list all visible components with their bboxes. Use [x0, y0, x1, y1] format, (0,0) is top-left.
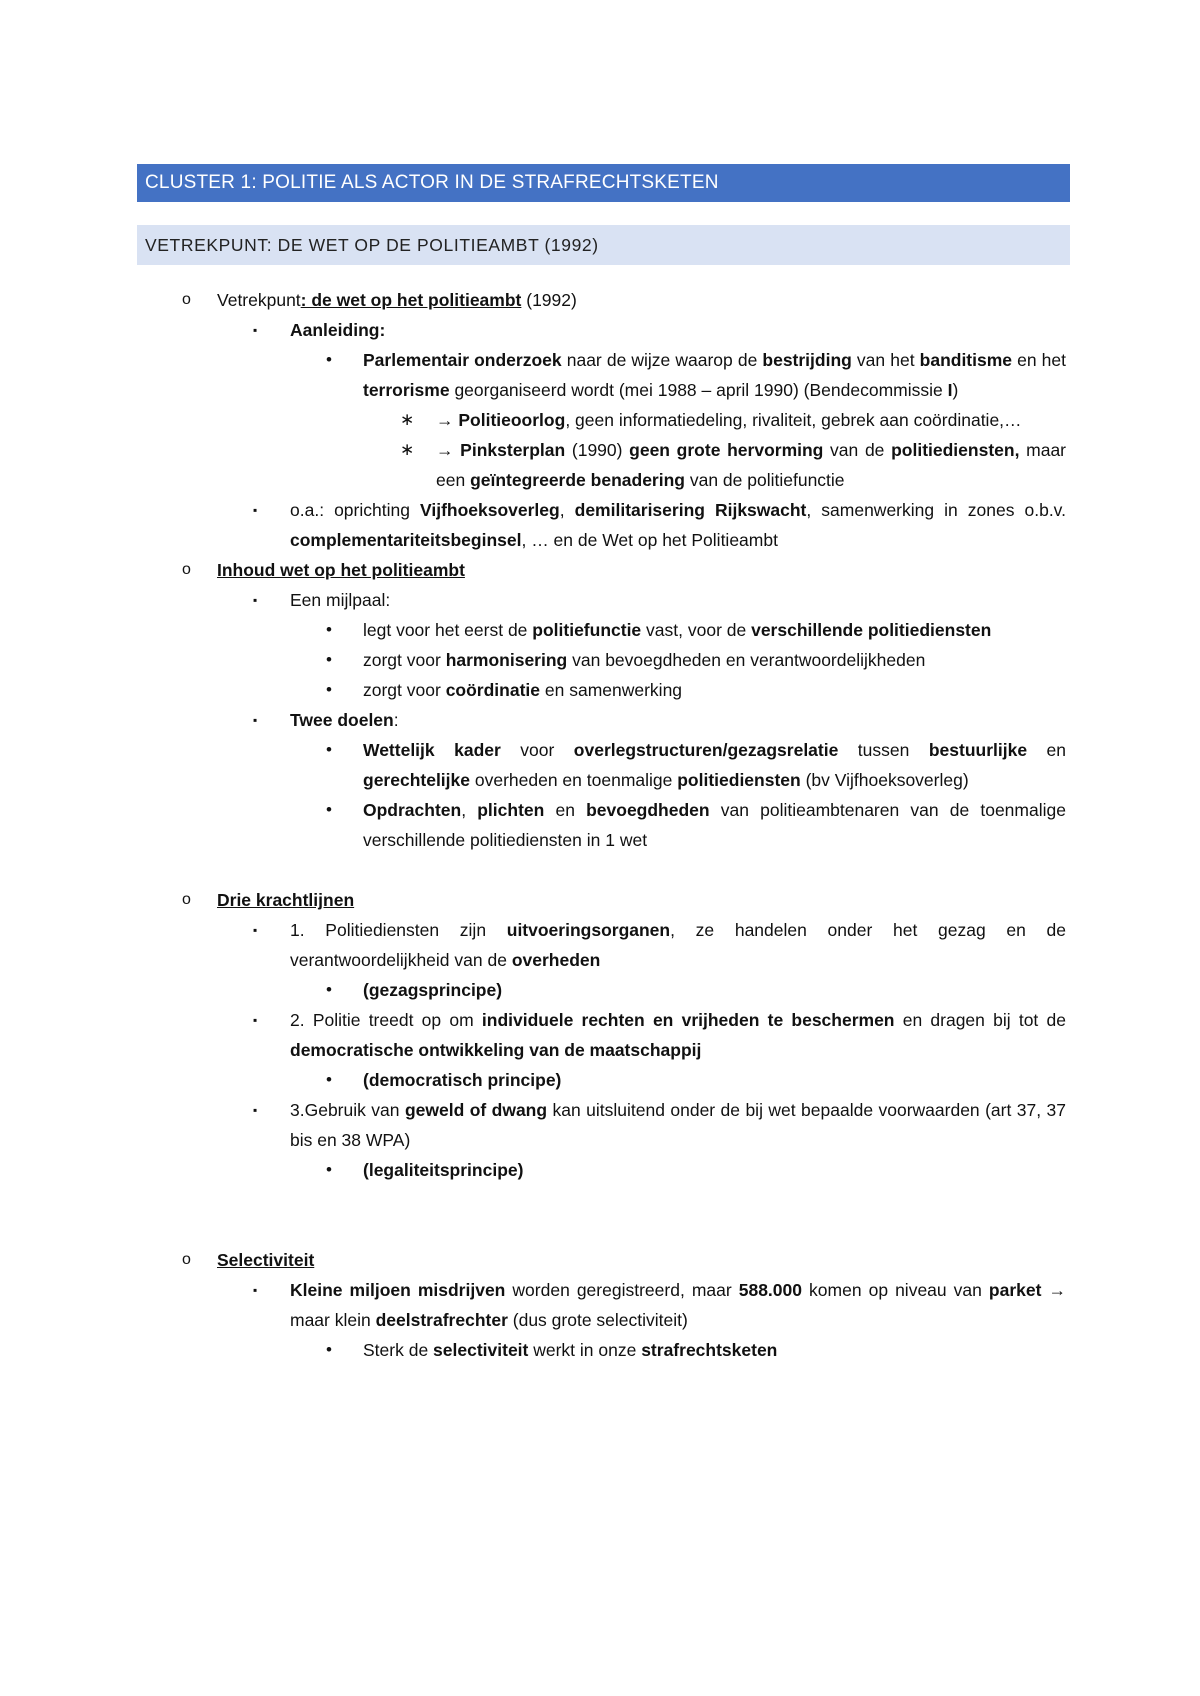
- text: :: [393, 710, 399, 730]
- text-bold: overlegstructuren/gezagsrelatie: [573, 740, 839, 760]
- text-bold: : de wet op het politieambt: [300, 290, 522, 310]
- round-bullet-icon: •: [326, 1340, 332, 1359]
- round-bullet-icon: •: [326, 740, 332, 759]
- text-bold: verschillende politiediensten: [751, 620, 992, 640]
- list-item-wettelijk-kader: [0, 735, 1200, 795]
- circle-bullet-icon: o: [182, 561, 191, 578]
- round-bullet-icon: •: [326, 1070, 332, 1089]
- circle-bullet-icon: o: [182, 1251, 191, 1268]
- list-item-inhoud: [0, 555, 1200, 585]
- text: , ze handelen onder het gezag en de verantwoordelijkheid van de: [290, 920, 1066, 970]
- text: komen op niveau van: [802, 1280, 989, 1300]
- text: zorgt voor: [363, 680, 446, 700]
- text-bold: I: [947, 380, 953, 400]
- round-bullet-icon: •: [326, 1160, 332, 1179]
- list-item-drie-krachtlijnen: [0, 885, 1200, 915]
- text-bold: overheden: [511, 950, 601, 970]
- text: , samenwerking in zones o.b.v.: [806, 500, 1066, 520]
- text: zorgt voor: [363, 650, 446, 670]
- text-bold: harmonisering: [445, 650, 568, 670]
- text-bold: plichten: [477, 800, 545, 820]
- spacer: [0, 1185, 1200, 1245]
- text-bold: (democratisch principe): [363, 1070, 562, 1090]
- text: en: [544, 800, 587, 820]
- text-bold: coördinatie: [445, 680, 541, 700]
- list-item-democratisch-principe: [0, 1065, 1200, 1095]
- text: werkt in onze: [528, 1340, 642, 1360]
- text: ,: [461, 800, 478, 820]
- list-item-aanleiding: [0, 315, 1200, 345]
- section-title: Selectiviteit: [217, 1250, 315, 1270]
- text: legt voor het eerst de: [363, 620, 533, 640]
- square-bullet-icon: ▪: [253, 923, 258, 937]
- list-item-selectiviteit: [0, 1245, 1200, 1275]
- round-bullet-icon: •: [326, 350, 332, 369]
- text-bold: banditisme: [919, 350, 1013, 370]
- text: , geen informatiedeling, rivaliteit, gebrek aan coördinatie,…: [565, 410, 1022, 430]
- text-bold: Vijfhoeksoverleg: [419, 500, 560, 520]
- text: (bv Vijfhoeksoverleg): [800, 770, 969, 790]
- text-bold: bestrijding: [762, 350, 852, 370]
- text: (dus grote selectiviteit): [507, 1310, 688, 1330]
- text: tussen: [838, 740, 929, 760]
- text: 3.Gebruik van: [290, 1100, 405, 1120]
- list-item-legaliteitsprincipe: [0, 1155, 1200, 1185]
- text-bold: (gezagsprincipe): [363, 980, 503, 1000]
- text: en: [1027, 740, 1067, 760]
- list-item-politieoorlog: [0, 405, 1200, 435]
- square-bullet-icon: ▪: [253, 1013, 258, 1027]
- text-bold: gerechtelijke: [363, 770, 470, 790]
- text-bold: Twee doelen: [290, 710, 394, 730]
- round-bullet-icon: •: [326, 650, 332, 669]
- list-item-mijlpaal: [0, 585, 1200, 615]
- spacer: [0, 855, 1200, 885]
- text: georganiseerd wordt (mei 1988 – april 1990) (Bendecommissie: [449, 380, 948, 400]
- round-bullet-icon: •: [326, 620, 332, 639]
- text-bold: strafrechtsketen: [641, 1340, 778, 1360]
- text: van de: [823, 440, 892, 460]
- square-bullet-icon: ▪: [253, 713, 258, 727]
- text: maar klein: [290, 1310, 376, 1330]
- document-body: [0, 285, 1200, 1365]
- section-title: Inhoud wet op het politieambt: [217, 560, 465, 580]
- text-bold: deelstrafrechter: [375, 1310, 508, 1330]
- text: van de politiefunctie: [684, 470, 845, 490]
- heading-vetrekpunt: VETREKPUNT: DE WET OP DE POLITIEAMBT (1992): [137, 225, 1070, 265]
- list-item-krachtlijn-2: [0, 1005, 1200, 1065]
- heading-cluster-1: CLUSTER 1: POLITIE ALS ACTOR IN DE STRAFRECHTSKETEN: [137, 164, 1070, 202]
- list-item-krachtlijn-3: [0, 1095, 1200, 1155]
- text: maar een: [436, 440, 1066, 490]
- text-bold: 588.000: [738, 1280, 802, 1300]
- list-item-politiefunctie: [0, 615, 1200, 645]
- text: Een mijlpaal:: [290, 590, 391, 610]
- list-item-sterk-selectiviteit: [0, 1335, 1200, 1365]
- text: kan uitsluitend onder de bij wet bepaalde voorwaarden (art 37, 37 bis en 38 WPA): [290, 1100, 1066, 1150]
- text-bold: democratische ontwikkeling van de maatschappij: [290, 1040, 702, 1060]
- list-item-coordinatie: [0, 675, 1200, 705]
- text-bold: demilitarisering Rijkswacht: [574, 500, 807, 520]
- text: van het: [851, 350, 920, 370]
- text-bold: → Pinksterplan: [436, 440, 566, 460]
- text-bold: bevoegdheden: [586, 800, 710, 820]
- text-bold: parket →: [988, 1280, 1066, 1300]
- list-item-vetrekpunt: [0, 285, 1200, 315]
- text-bold: Wettelijk kader: [363, 740, 501, 760]
- text: en het: [1012, 350, 1066, 370]
- text-bold: Kleine miljoen misdrijven: [290, 1280, 506, 1300]
- text-bold: → Politieoorlog: [436, 410, 566, 430]
- list-item-krachtlijn-1: [0, 915, 1200, 975]
- list-item-gezagsprincipe: [0, 975, 1200, 1005]
- text: naar de wijze waarop de: [561, 350, 763, 370]
- text: Sterk de: [363, 1340, 434, 1360]
- square-bullet-icon: ▪: [253, 1103, 258, 1117]
- asterisk-bullet-icon: ∗: [400, 440, 415, 459]
- text: ): [952, 380, 959, 400]
- text-bold: geen grote hervorming: [629, 440, 824, 460]
- text: Vetrekpunt: [217, 290, 301, 310]
- text-bold: geïntegreerde benadering: [470, 470, 685, 490]
- text: worden geregistreerd, maar: [505, 1280, 739, 1300]
- text: van bevoegdheden en verantwoordelijkheden: [567, 650, 926, 670]
- text-bold: politiefunctie: [532, 620, 642, 640]
- square-bullet-icon: ▪: [253, 503, 258, 517]
- section-title: Drie krachtlijnen: [217, 890, 355, 910]
- list-item-oprichting: [0, 495, 1200, 555]
- list-item-pinksterplan: [0, 435, 1200, 495]
- text-bold: uitvoeringsorganen: [506, 920, 671, 940]
- text-bold: Parlementair onderzoek: [363, 350, 562, 370]
- asterisk-bullet-icon: ∗: [400, 410, 415, 429]
- text-bold: Aanleiding:: [290, 320, 386, 340]
- text: voor: [500, 740, 574, 760]
- list-item-twee-doelen: [0, 705, 1200, 735]
- text-bold: selectiviteit: [433, 1340, 529, 1360]
- text-bold: complementariteitsbeginsel: [290, 530, 522, 550]
- text-bold: politiediensten,: [891, 440, 1020, 460]
- text-bold: politiediensten: [677, 770, 801, 790]
- list-item-harmonisering: [0, 645, 1200, 675]
- text-bold: (legaliteitsprincipe): [363, 1160, 524, 1180]
- list-item-misdrijven: [0, 1275, 1200, 1335]
- text: , … en de Wet op het Politieambt: [521, 530, 778, 550]
- text: 2. Politie treedt op om: [290, 1010, 482, 1030]
- text: 1. Politiediensten zijn: [290, 920, 507, 940]
- text: en samenwerking: [540, 680, 683, 700]
- text-bold: geweld of dwang: [404, 1100, 548, 1120]
- circle-bullet-icon: o: [182, 891, 191, 908]
- text: ,: [559, 500, 575, 520]
- circle-bullet-icon: o: [182, 291, 191, 308]
- round-bullet-icon: •: [326, 800, 332, 819]
- square-bullet-icon: ▪: [253, 1283, 258, 1297]
- text: vast, voor de: [641, 620, 752, 640]
- list-item-parlementair-onderzoek: [0, 345, 1200, 405]
- text: o.a.: oprichting: [290, 500, 420, 520]
- text: (1990): [565, 440, 630, 460]
- round-bullet-icon: •: [326, 680, 332, 699]
- text: en dragen bij tot de: [894, 1010, 1066, 1030]
- text: (1992): [521, 290, 577, 310]
- text-bold: individuele rechten en vrijheden te beschermen: [481, 1010, 895, 1030]
- text: overheden en toenmalige: [470, 770, 678, 790]
- text-bold: Opdrachten: [363, 800, 462, 820]
- square-bullet-icon: ▪: [253, 323, 258, 337]
- round-bullet-icon: •: [326, 980, 332, 999]
- list-item-opdrachten: [0, 795, 1200, 855]
- square-bullet-icon: ▪: [253, 593, 258, 607]
- text-bold: bestuurlijke: [928, 740, 1028, 760]
- text-bold: terrorisme: [363, 380, 450, 400]
- text: van politieambtenaren van de toenmalige verschillende politiediensten in 1 wet: [363, 800, 1066, 850]
